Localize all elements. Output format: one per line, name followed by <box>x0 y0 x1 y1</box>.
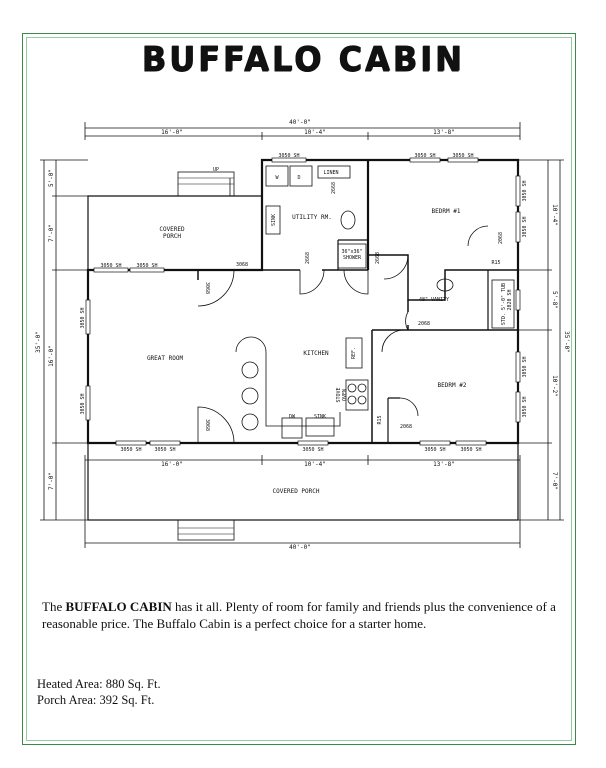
label-up: UP <box>212 167 220 173</box>
label-kitchen-sink: SINK <box>313 414 327 420</box>
label-shower: 36"x36" SHOWER <box>341 249 363 261</box>
exterior-wall <box>88 160 518 443</box>
stove-icon <box>346 380 368 410</box>
label-door-2068-c: 2068 <box>498 231 504 245</box>
label-utility-sink: SINK <box>271 213 277 227</box>
label-window-right-c: 3050 SH <box>522 356 528 378</box>
label-door-2668-b: 2668 <box>375 251 381 265</box>
bar-stool-icon <box>242 414 258 430</box>
label-window-porch-b: 3050 SH <box>136 263 158 269</box>
toilet-icon <box>341 211 355 229</box>
dim-right-total: 35'-0" <box>563 331 570 353</box>
door-swing-utility <box>300 270 324 294</box>
label-window-bed1-b: 3050 SH <box>452 153 474 159</box>
label-window-left-b: 3050 SH <box>80 393 86 415</box>
dim-right-b: 5'-8" <box>551 290 558 310</box>
dim-right-a: 10'-4" <box>551 204 558 226</box>
label-window-bottom-b: 3050 SH <box>154 447 176 453</box>
label-window-bottom-a: 3050 SH <box>120 447 142 453</box>
window-right-a <box>516 176 520 206</box>
label-door-2668-c: 2668 <box>331 181 337 195</box>
room-utility: UTILITY RM. <box>292 214 332 221</box>
label-door-3068-c: 3068 <box>235 262 249 268</box>
bar-stool-icon <box>242 362 258 378</box>
window-bottom-b <box>150 441 180 445</box>
dim-left-d: 7'-0" <box>48 471 55 491</box>
dim-bottom-b: 10'-4" <box>304 461 326 468</box>
plan-title: BUFFALO CABIN <box>141 39 465 79</box>
label-stove: STOVEOVEN <box>336 387 348 403</box>
label-ref: REF. <box>351 346 357 360</box>
dim-left-b: 7'-0" <box>48 223 55 243</box>
door-swing-front-top <box>198 270 234 306</box>
door-swing-bed2 <box>382 330 404 352</box>
heated-area: Heated Area: 880 Sq. Ft. <box>37 677 161 691</box>
porch-steps-bottom <box>178 520 234 540</box>
kitchen-counter <box>266 352 340 426</box>
label-window-bottom-c: 3050 SH <box>302 447 324 453</box>
window-left-a <box>86 300 90 334</box>
label-window-utility-top: 3050 SH <box>278 153 300 159</box>
label-window-2020: 2020 SH <box>507 289 513 311</box>
dim-left-total: 35'-0" <box>35 331 42 353</box>
window-left-b <box>86 386 90 420</box>
window-bottom-c <box>298 441 328 445</box>
bar-stool-icon <box>242 388 258 404</box>
label-window-right-a: 3050 SH <box>522 180 528 202</box>
label-linen: LINEN <box>323 170 339 176</box>
label-door-2668-a: 2668 <box>305 251 311 265</box>
door-swing-bed1 <box>384 255 408 279</box>
room-bedroom-2: BEDRM #2 <box>437 382 467 389</box>
label-window-bottom-e: 3050 SH <box>460 447 482 453</box>
porch-area: Porch Area: 392 Sq. Ft. <box>37 693 155 707</box>
dim-top-a: 16'-0" <box>161 129 183 136</box>
dim-top-total: 40'-0" <box>289 119 311 126</box>
label-vanity: 48" VANITY <box>418 297 450 303</box>
door-swing-closet-bed1 <box>468 226 488 246</box>
door-swing-bath <box>344 270 368 294</box>
door-swing-front-bottom <box>198 407 234 443</box>
island-end <box>236 337 266 352</box>
label-door-2068-a: 2068 <box>417 321 431 327</box>
window-right-b <box>516 212 520 242</box>
label-window-porch-a: 3050 SH <box>100 263 122 269</box>
window-right-c <box>516 352 520 382</box>
dim-right-c: 10'-2" <box>551 375 558 397</box>
label-door-3068-b: 3068 <box>204 418 210 432</box>
description-prefix: The <box>42 599 66 614</box>
label-window-bed1-a: 3050 SH <box>414 153 436 159</box>
dryer-icon <box>290 166 312 186</box>
label-r15-a: R15 <box>491 260 501 266</box>
kitchen-sink-icon <box>306 418 334 436</box>
description-text: has it all. Plenty of room for family and friends plus the convenience of a reasonable price. The Buffalo Cabin is a perfect choice for a starter home. <box>42 599 556 631</box>
window-bottom-e <box>456 441 486 445</box>
label-r15-b: R15 <box>377 415 383 425</box>
dim-bottom-c: 13'-8" <box>433 461 455 468</box>
dim-right-d: 7'-0" <box>551 471 558 491</box>
room-great-room: GREAT ROOM <box>146 355 184 362</box>
description <box>42 598 562 632</box>
dim-left-a: 5'-0" <box>48 168 55 188</box>
label-window-bottom-d: 3050 SH <box>424 447 446 453</box>
dim-bottom-a: 16'-0" <box>161 461 183 468</box>
window-right-d <box>516 392 520 422</box>
window-bottom-d <box>420 441 450 445</box>
room-covered-porch-bottom: COVERED PORCH <box>272 488 320 495</box>
label-dryer: D <box>297 175 301 181</box>
dishwasher-icon <box>282 418 302 438</box>
dim-top-c: 13'-8" <box>433 129 455 136</box>
dim-bottom-total: 40'-0" <box>289 544 311 551</box>
label-tub: STD. 5'-0" TUB <box>501 282 507 326</box>
dim-left-c: 16'-0" <box>48 345 55 367</box>
room-covered-porch-top: COVERED PORCH <box>159 226 185 241</box>
label-dw: DW <box>288 414 296 420</box>
label-door-2068-b: 2068 <box>399 424 413 430</box>
window-right-bath <box>516 290 520 310</box>
window-bottom-a <box>116 441 146 445</box>
room-kitchen: KITCHEN <box>303 350 329 357</box>
description-name: BUFFALO CABIN <box>65 599 172 614</box>
label-door-3068-a: 3068 <box>204 281 210 295</box>
label-window-right-d: 3050 SH <box>522 396 528 418</box>
label-washer: W <box>275 175 279 181</box>
room-bedroom-1: BEDRM #1 <box>431 208 461 215</box>
label-window-right-b: 3050 SH <box>522 216 528 238</box>
door-swing-closet <box>400 398 418 416</box>
label-window-left-a: 3050 SH <box>80 307 86 329</box>
bottom-porch-outline <box>88 443 518 520</box>
dim-top-b: 10'-4" <box>304 129 326 136</box>
